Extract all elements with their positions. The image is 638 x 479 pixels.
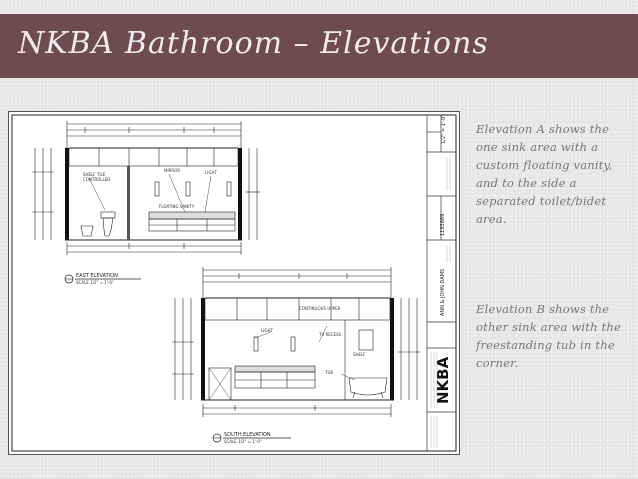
south-callouts bbox=[261, 306, 366, 375]
svg-text:CONTROLLED: CONTROLLED bbox=[83, 177, 111, 182]
east-title-marker bbox=[65, 273, 141, 285]
east-callouts bbox=[83, 168, 218, 209]
title-banner bbox=[0, 14, 638, 78]
job-number: 1193889 bbox=[440, 213, 446, 236]
svg-text:TUB: TUB bbox=[325, 370, 334, 375]
svg-text:TV RECESS: TV RECESS bbox=[319, 332, 342, 337]
client-name: ANN & JOHN DAMS bbox=[440, 268, 446, 316]
nkba-logo: NKBA bbox=[434, 356, 452, 404]
svg-text:CONTINUOUS UPPER: CONTINUOUS UPPER bbox=[299, 306, 341, 311]
south-title-marker bbox=[213, 432, 291, 444]
svg-text:MIRROR: MIRROR bbox=[164, 168, 181, 173]
slide-title: NKBA Bathroom – Elevations bbox=[18, 26, 489, 61]
south-elevation bbox=[172, 267, 420, 417]
scale-box-text: 1/2" = 1'-0" bbox=[441, 114, 447, 144]
svg-text:SHELF TILE: SHELF TILE bbox=[83, 172, 106, 177]
svg-text:LIGHT: LIGHT bbox=[205, 170, 217, 175]
south-elevation-title: SOUTH ELEVATION bbox=[224, 432, 271, 438]
svg-text:SHELF: SHELF bbox=[353, 352, 366, 357]
svg-text:LIGHT: LIGHT bbox=[261, 328, 273, 333]
east-elevation-title: EAST ELEVATION bbox=[76, 273, 118, 279]
east-elevation-scale: SCALE 1/2" = 1'-0" bbox=[76, 280, 114, 285]
south-elevation-scale: SCALE 1/2" = 1'-0" bbox=[224, 439, 262, 444]
elevation-a-note: Elevation A shows the one sink area with a custom floating vanity, and to the side a separated toilet/bidet area. bbox=[476, 122, 613, 226]
svg-text:FLOATING VANITY: FLOATING VANITY bbox=[159, 204, 195, 209]
elevation-b-note: Elevation B shows the other sink area with the freestanding tub in the corner. bbox=[476, 302, 622, 370]
elevation-drawing bbox=[8, 111, 460, 455]
elevation-drawing-svg bbox=[9, 112, 459, 454]
east-elevation bbox=[32, 121, 260, 255]
